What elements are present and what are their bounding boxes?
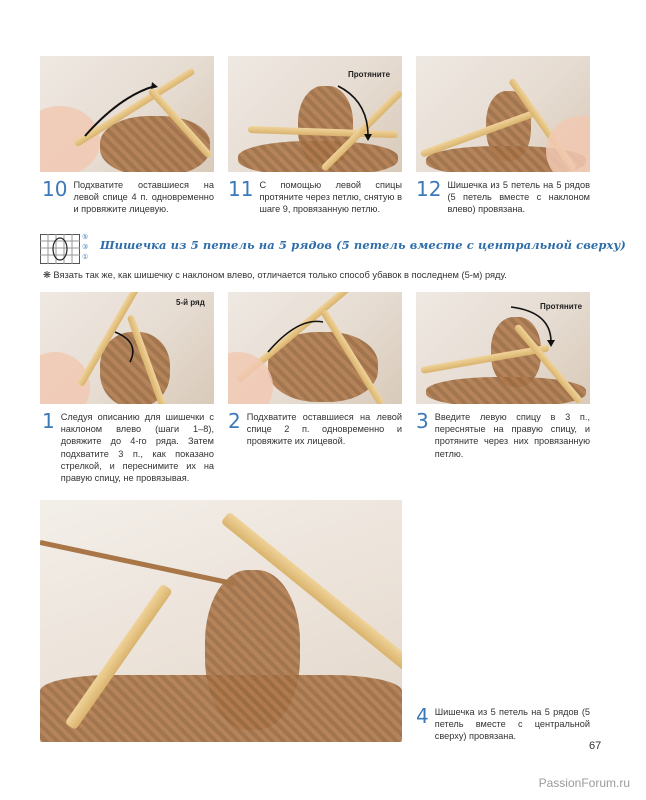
step-text: Следуя описанию для шишечки с наклоном влево (шаги 1–8), довяжите до 4-го ряда. Затем подхватите 3 п., как показано стрелкой, и переснимите их на правую спицу, не провязывая. [60, 412, 214, 484]
step-number: 4 [416, 704, 429, 728]
step-number: 12 [416, 177, 442, 201]
step-1 [42, 411, 214, 484]
step-text: Шишечка из 5 петель на 5 рядов (5 петель вместе с наклоном влево) провязана. [447, 180, 590, 215]
page-number: 67 [589, 740, 602, 752]
section-note: ❋ Вязать так же, как шишечку с наклоном влево, отличается только способ убавок в последнем (5-м) ряду. [43, 270, 507, 280]
step-3 [416, 411, 590, 460]
row-marker: ① [82, 254, 89, 261]
step-text: Подхватите оставшиеся на левой спице 4 п. одновременно и провяжите лицевую. [73, 180, 214, 215]
step-number: 3 [416, 409, 429, 433]
step-number: 1 [42, 409, 55, 433]
photo-step-3 [416, 292, 590, 404]
step-4 [416, 706, 590, 743]
step-11 [228, 179, 402, 216]
step-text: Подхватите оставшиеся на левой спице 2 п. одновременно и провяжите их лицевой. [246, 412, 402, 447]
section-title: Шишечка из 5 петель на 5 рядов (5 петель вместе с центральной сверху) [100, 238, 626, 252]
step-number: 11 [228, 177, 254, 201]
photo-step-10 [40, 56, 214, 172]
photo-step-4 [40, 500, 402, 742]
step-12 [416, 179, 590, 216]
photo-step-2 [228, 292, 402, 404]
chart-row-markers [82, 233, 88, 263]
step-number: 10 [42, 177, 68, 201]
step-10 [42, 179, 214, 216]
step-number: 2 [228, 409, 241, 433]
photo-step-1 [40, 292, 214, 404]
stitch-chart-icon [40, 234, 80, 264]
step-2 [228, 411, 402, 448]
row-marker: ③ [82, 244, 89, 251]
photo-label-pull: Протяните [348, 70, 391, 79]
step-text: Шишечка из 5 петель на 5 рядов (5 петель вместе с центральной сверху) провязана. [434, 707, 590, 742]
watermark: PassionForum.ru [538, 776, 630, 790]
row-marker: ⑤ [82, 234, 89, 241]
step-text: Введите левую спицу в 3 п., переснятые на правую спицу, и протяните через них провязанную петлю. [434, 412, 590, 459]
photo-label-row5: 5-й ряд [176, 298, 205, 307]
photo-label-pull2: Протяните [540, 302, 583, 311]
photo-step-11 [228, 56, 402, 172]
step-text: С помощью левой спицы протяните через петлю, снятую в шаге 9, провязанную петлю. [259, 180, 402, 215]
photo-step-12 [416, 56, 590, 172]
